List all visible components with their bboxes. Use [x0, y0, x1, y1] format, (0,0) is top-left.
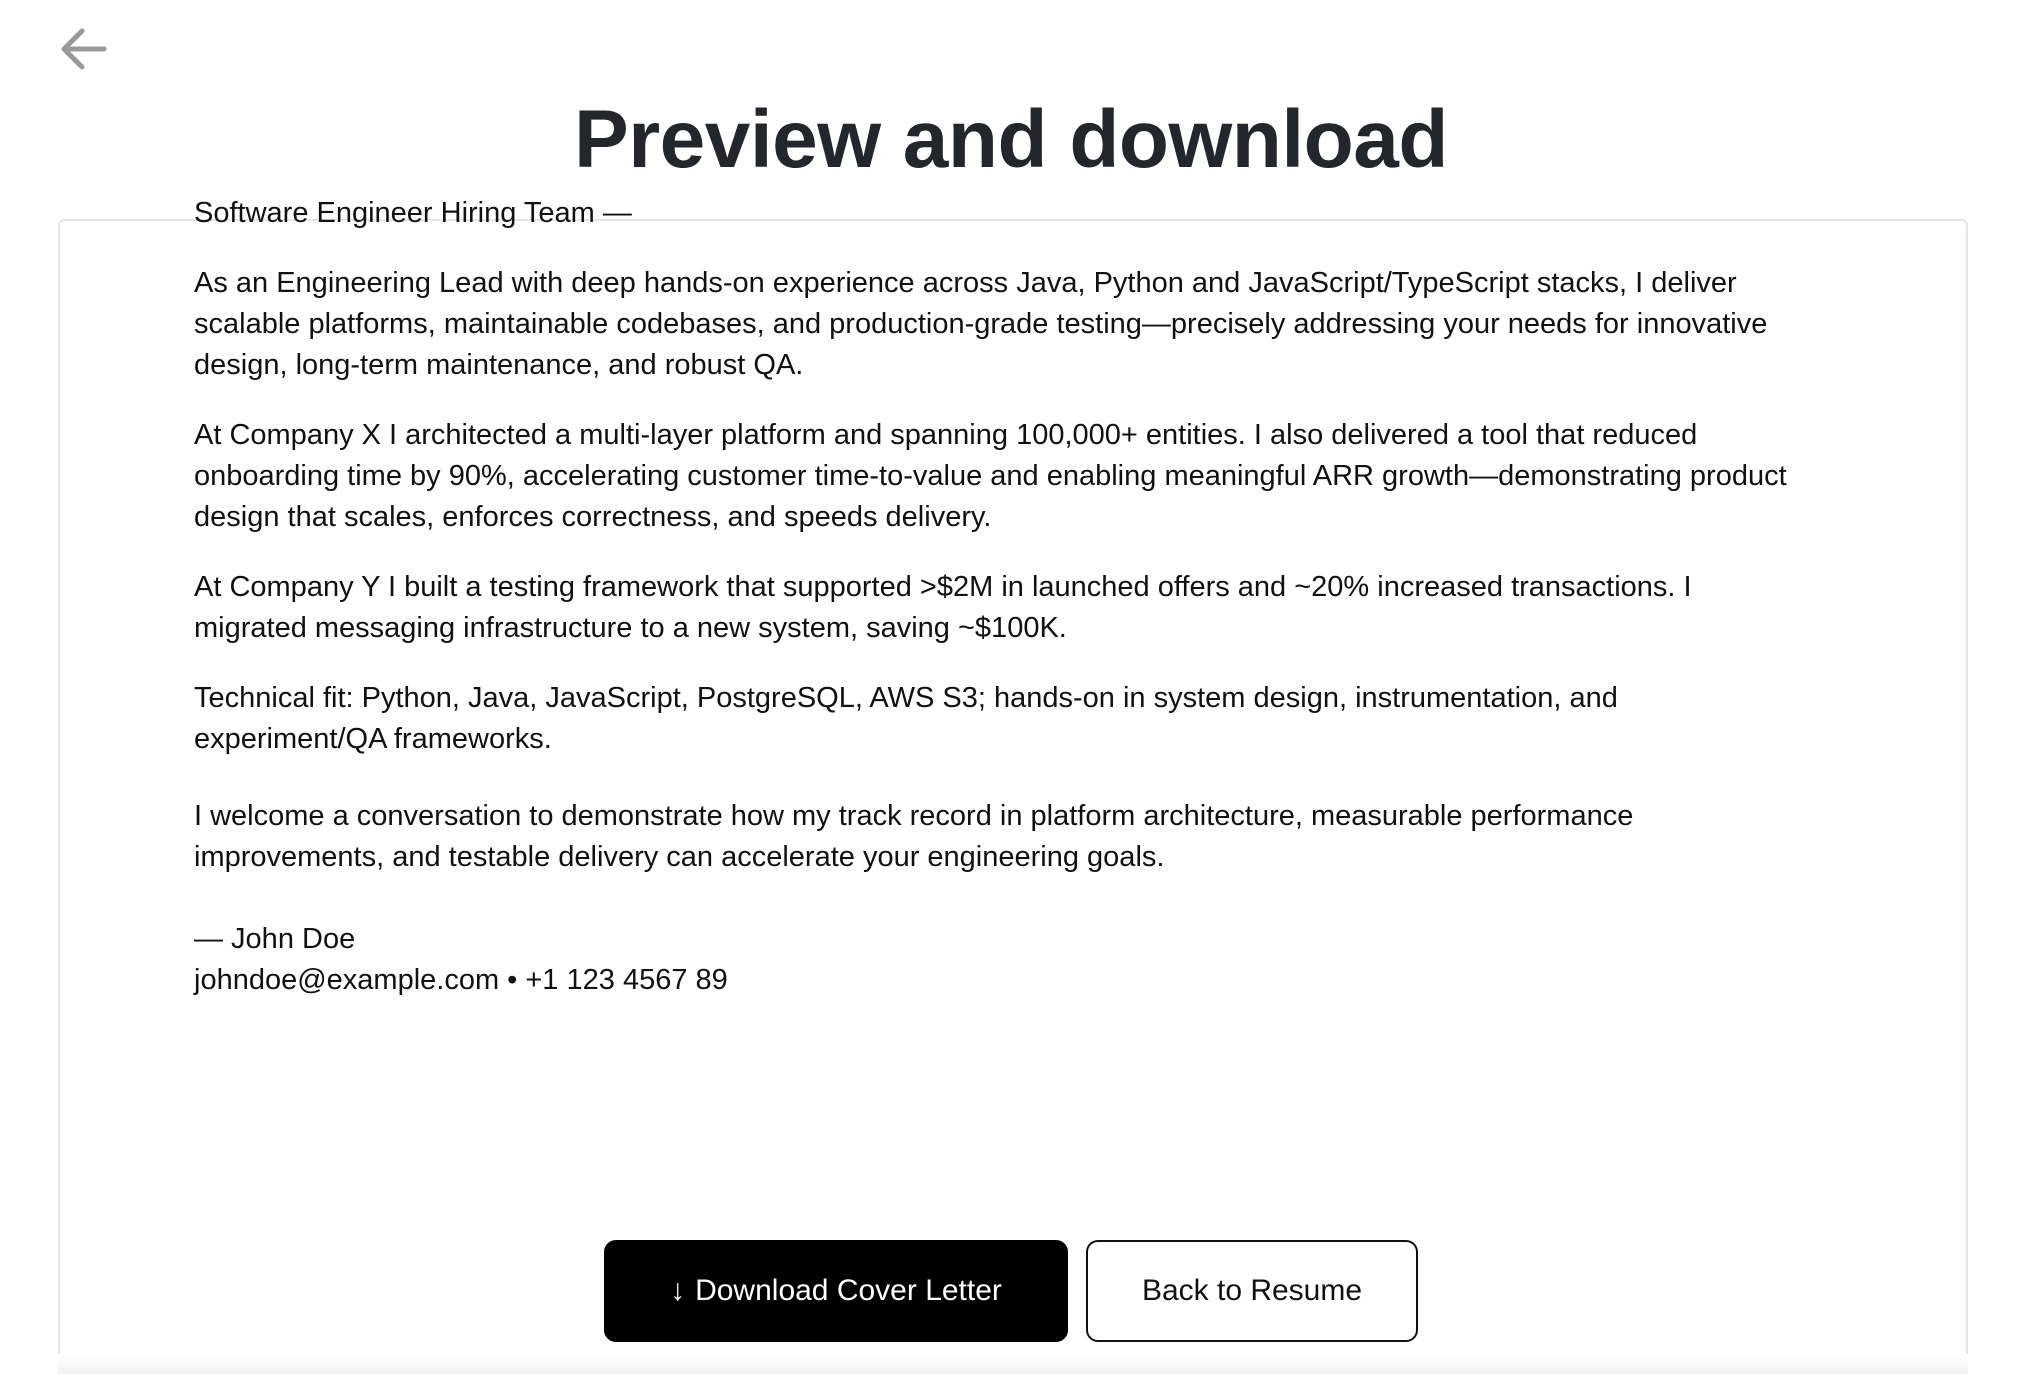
action-bar [0, 1240, 2022, 1342]
cover-letter-body [194, 193, 1794, 1001]
signature-contact: johndoe@example.com • +1 123 4567 89 [194, 964, 728, 996]
letter-closing: I welcome a conversation to demonstrate how my track record in platform architecture, measurable performance improvements, and testable delivery can accelerate your engineering goals. [194, 800, 1634, 873]
download-button-label: Download Cover Letter [695, 1274, 1002, 1307]
download-cover-letter-button[interactable] [604, 1240, 1068, 1342]
back-to-resume-button[interactable]: Back to Resume [1086, 1240, 1418, 1342]
letter-paragraph-3: At Company Y I built a testing framework that supported >$2M in launched offers and ~20% increased transactions. I migrated messaging infrastructure to a new system, saving ~$100K. [194, 571, 1692, 644]
letter-paragraph-4: Technical fit: Python, Java, JavaScript, PostgreSQL, AWS S3; hands-on in system design, instrumentation, and experiment/QA frameworks. [194, 682, 1618, 755]
letter-salutation: Software Engineer Hiring Team — [194, 197, 632, 229]
signature-name: — John Doe [194, 923, 356, 955]
letter-paragraph-2: At Company X I architected a multi-layer platform and spanning 100,000+ entities. I also delivered a tool that reduced onboarding time by 90%, accelerating customer time-to-value and enabling meaningful ARR growth—demonstrating product design that scales, enforces correctness, and speeds delivery. [194, 419, 1787, 533]
back-arrow-icon[interactable] [58, 26, 108, 72]
card-bottom-shade [58, 1354, 1968, 1374]
download-arrow-icon: ↓ [670, 1274, 686, 1307]
page-title: Preview and download [574, 94, 1448, 185]
letter-paragraph-1: As an Engineering Lead with deep hands-on experience across Java, Python and JavaScript/TypeScript stacks, I deliver scalable platforms, maintainable codebases, and production-grade testing—precisely addressing your needs for innovative design, long-term maintenance, and robust QA. [194, 267, 1768, 381]
letter-signature [194, 919, 1794, 1001]
